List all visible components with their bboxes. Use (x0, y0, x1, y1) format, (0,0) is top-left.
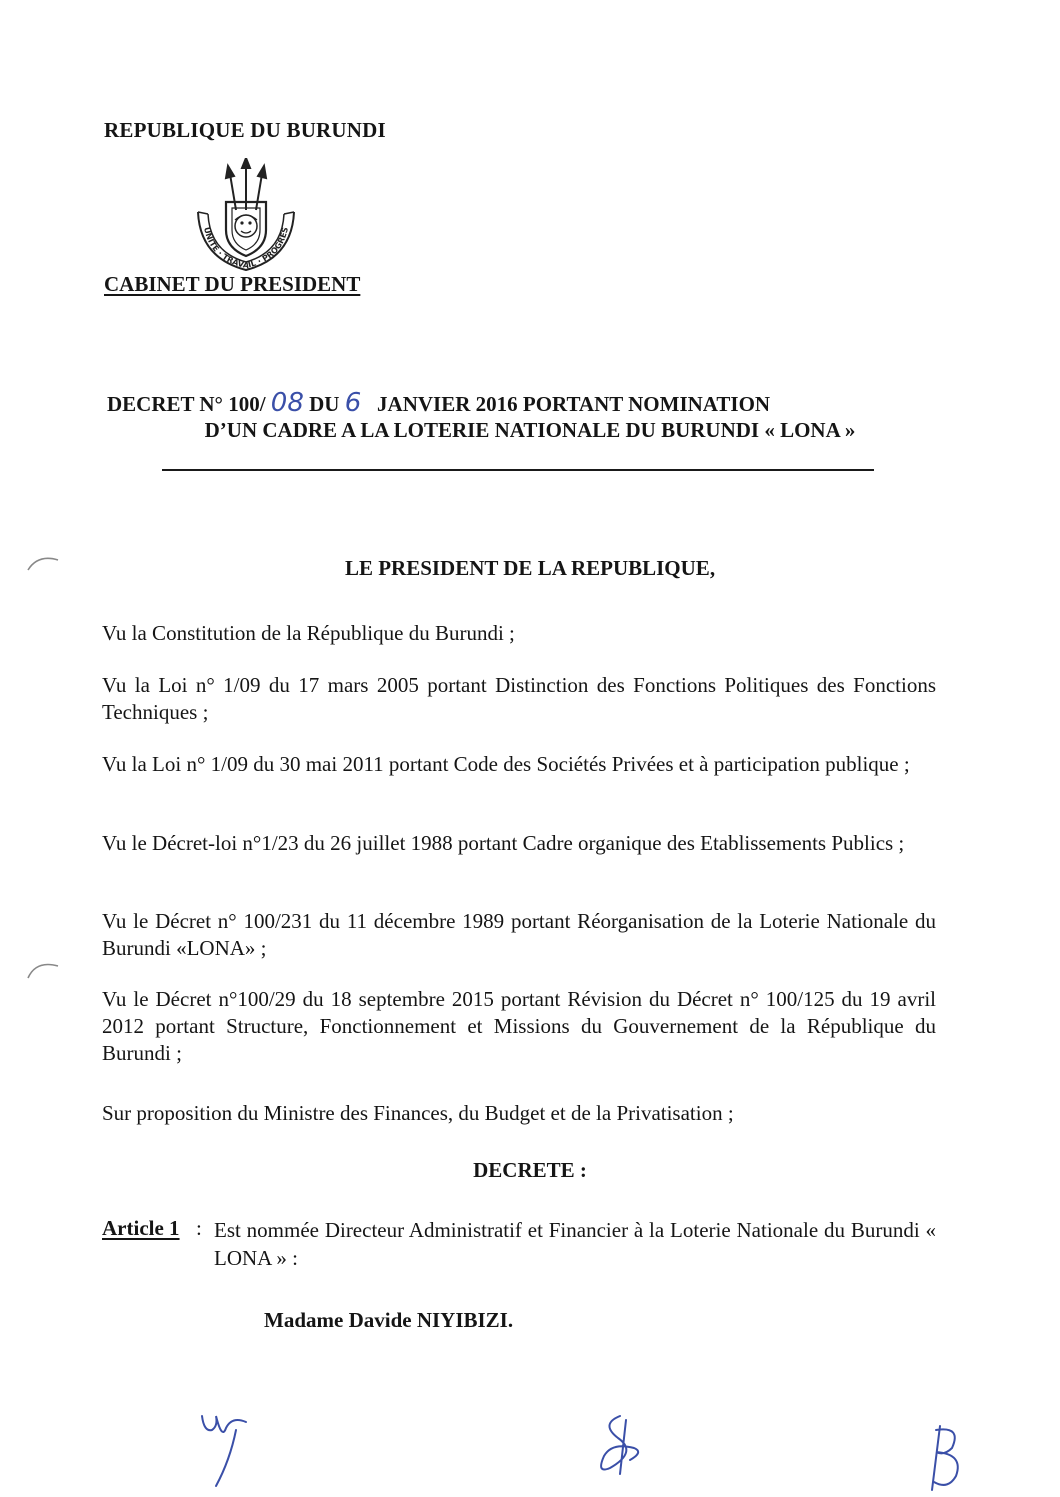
handwritten-initials-right-icon (922, 1420, 966, 1494)
president-heading: LE PRESIDENT DE LA REPUBLIQUE, (344, 556, 716, 580)
consideration-3: Vu la Loi n° 1/09 du 30 mai 2011 portant Code des Sociétés Privées et à participation publique ; (102, 752, 910, 776)
nominee-name: Madame Davide NIYIBIZI. (264, 1308, 514, 1332)
decree-title-line1 (107, 388, 770, 418)
header-cabinet: CABINET DU PRESIDENT (104, 272, 361, 296)
title-prefix: DECRET N° 100/ (107, 392, 266, 416)
punch-hole-mark-icon (24, 552, 64, 574)
title-du: DU (309, 392, 340, 416)
decrete-heading: DECRETE : (473, 1158, 587, 1182)
consideration-1: Vu la Constitution de la République du Burundi ; (102, 621, 515, 645)
handwritten-decree-number: 08 (270, 388, 304, 418)
punch-hole-mark-icon (24, 956, 64, 982)
title-divider (162, 469, 874, 471)
consideration-2: Vu la Loi n° 1/09 du 17 mars 2005 portant Distinction des Fonctions Politiques des Fonctions Techniques ; (102, 673, 936, 724)
title-line1-rest: JANVIER 2016 PORTANT NOMINATION (377, 392, 771, 416)
handwritten-day: 6 (344, 388, 362, 418)
decree-title-line2: D’UN CADRE A LA LOTERIE NATIONALE DU BURUNDI « LONA » (204, 418, 856, 442)
header-country: REPUBLIQUE DU BURUNDI (104, 118, 386, 142)
coat-of-arms-seal-icon (186, 158, 306, 276)
consideration-4: Vu le Décret-loi n°1/23 du 26 juillet 1988 portant Cadre organique des Etablissements Publics ; (102, 831, 905, 855)
article-1-label: Article 1 (102, 1216, 180, 1240)
consideration-6: Vu le Décret n°100/29 du 18 septembre 2015 portant Révision du Décret n° 100/125 du 19 avril 2012 portant Structure, Fonctionnement et Missions du Gouvernement de la République du Burundi ; (102, 987, 936, 1065)
handwritten-initials-left-icon (196, 1410, 256, 1492)
seal-motto: UNITE · TRAVAIL · PROGRES (202, 226, 290, 271)
article-1-colon: : (196, 1216, 202, 1240)
consideration-7: Sur proposition du Ministre des Finances, du Budget et de la Privatisation ; (102, 1101, 734, 1125)
consideration-5: Vu le Décret n° 100/231 du 11 décembre 1989 portant Réorganisation de la Loterie Nationale du Burundi «LONA» ; (102, 909, 936, 960)
article-1-text: Est nommée Directeur Administratif et Financier à la Loterie Nationale du Burundi « LONA » : (214, 1218, 936, 1270)
handwritten-initials-center-icon (590, 1412, 650, 1478)
